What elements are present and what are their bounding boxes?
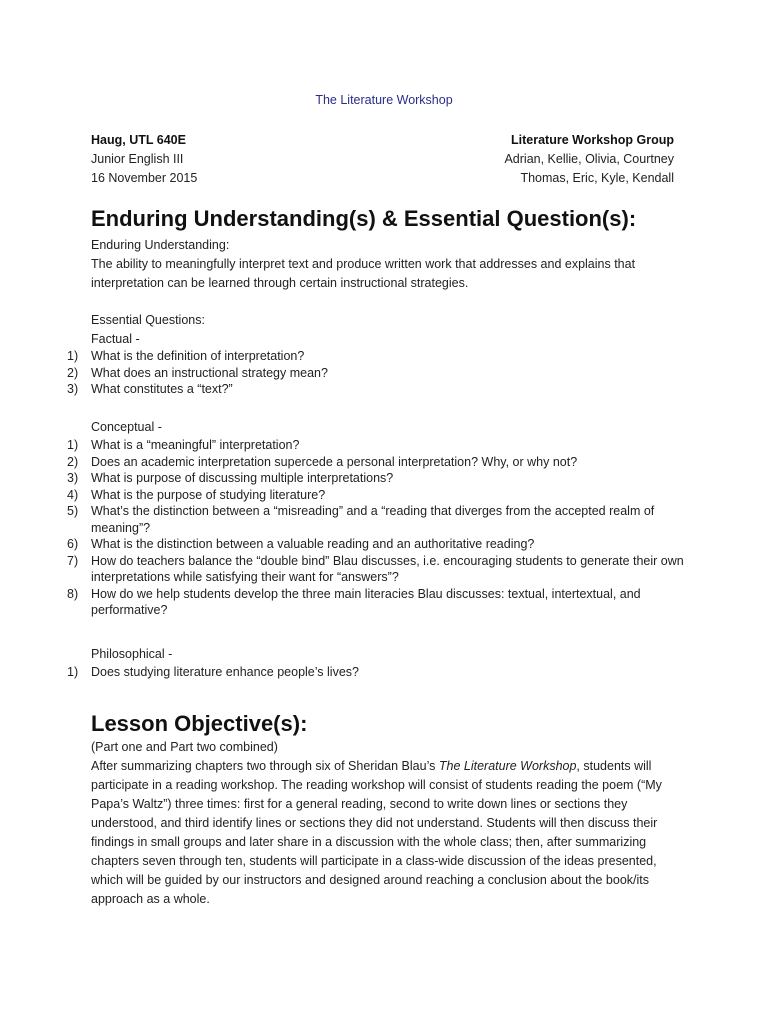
question-text: How do teachers balance the “double bind” Blau discusses, i.e. encouraging students to generate their own interpretations while satisfying their want for “answers”? [91, 553, 684, 584]
objectives-block [91, 738, 691, 909]
list-number: 3) [67, 471, 79, 485]
list-number: 2) [67, 454, 79, 469]
eq-label: Essential Questions: [91, 313, 205, 327]
enduring-understanding-block [91, 236, 691, 293]
section-heading-objectives: Lesson Objective(s): [91, 711, 308, 736]
philosophical-questions-list [67, 664, 691, 681]
list-number: 4) [67, 487, 79, 502]
class-name: Junior English III [91, 152, 184, 166]
document-date: 16 November 2015 [91, 171, 198, 185]
document-title: The Literature Workshop [315, 93, 453, 107]
list-number: 5) [67, 504, 79, 518]
header-left [91, 131, 197, 188]
question-text: What does an instructional strategy mean? [91, 365, 328, 380]
question-text: What is the purpose of studying literature? [91, 487, 326, 502]
factual-question [67, 365, 691, 382]
question-text: What’s the distinction between a “misreading” and a “reading that diverges from the accepted realm of meaning”? [91, 504, 655, 535]
objectives-text-before: After summarizing chapters two through six of Sheridan Blau’s [91, 759, 439, 773]
question-text: How do we help students develop the three main literacies Blau discusses: textual, intertextual, and performative? [91, 586, 641, 617]
essential-questions-block [91, 311, 691, 349]
factual-question [67, 381, 691, 398]
philosophical-label: Philosophical - [91, 647, 173, 661]
question-text: What constitutes a “text?” [91, 382, 233, 396]
conceptual-label-block [91, 418, 691, 437]
conceptual-question [67, 454, 691, 471]
list-number: 2) [67, 365, 79, 380]
objectives-text [91, 757, 691, 909]
group-name: Literature Workshop Group [511, 133, 674, 147]
list-number: 7) [67, 553, 79, 568]
list-number: 6) [67, 537, 79, 551]
objectives-note: (Part one and Part two combined) [91, 740, 278, 754]
conceptual-question [67, 470, 691, 487]
conceptual-label: Conceptual - [91, 420, 162, 434]
list-number: 3) [67, 382, 79, 396]
question-text: What is the definition of interpretation? [91, 349, 305, 363]
section-heading-understanding: Enduring Understanding(s) & Essential Question(s): [91, 206, 637, 231]
header-right [504, 131, 674, 188]
list-number: 1) [67, 438, 79, 452]
conceptual-question [67, 437, 691, 454]
objectives-text-after: , students will participate in a reading workshop. The reading workshop will consist of students reading the poem (“My Papa’s Waltz”) three times: first for a general reading, second to write down lines or sections they understood, and third identify lines or sections they did not understand. Students will then discuss their findings in small groups and later share in a discussion with the whole class; then, after summarizing chapters seven through ten, students will participate in a class-wide discussion of the ideas presented, which will be guided by our instructors and designed around reaching a conclusion about the book/its approach as a whole. [91, 759, 662, 906]
factual-questions-list [67, 348, 691, 398]
question-text: Does an academic interpretation supercede a personal interpretation? Why, or why not? [91, 454, 578, 469]
conceptual-question [67, 487, 691, 504]
conceptual-questions-list [67, 437, 691, 619]
conceptual-question [67, 503, 691, 536]
eu-label: Enduring Understanding: [91, 238, 230, 252]
book-title: The Literature Workshop [438, 759, 577, 773]
list-number: 8) [67, 586, 79, 601]
eu-text: The ability to meaningfully interpret text and produce written work that addresses and explains that interpretation can be learned through certain instructional strategies. [91, 257, 636, 290]
list-number: 1) [67, 665, 79, 679]
philosophical-question [67, 664, 691, 681]
factual-label: Factual - [91, 332, 140, 346]
philosophical-label-block [91, 645, 691, 664]
factual-question [67, 348, 691, 365]
conceptual-question [67, 586, 691, 619]
course-code: Haug, UTL 640E [91, 133, 186, 147]
conceptual-question [67, 536, 691, 553]
group-members-2: Thomas, Eric, Kyle, Kendall [520, 171, 674, 185]
list-number: 1) [67, 349, 79, 363]
question-text: Does studying literature enhance people’s lives? [91, 665, 359, 679]
group-members-1: Adrian, Kellie, Olivia, Courtney [504, 152, 674, 166]
question-text: What is the distinction between a valuable reading and an authoritative reading? [91, 537, 535, 551]
question-text: What is a “meaningful” interpretation? [91, 438, 300, 452]
conceptual-question [67, 553, 691, 586]
question-text: What is purpose of discussing multiple interpretations? [91, 471, 394, 485]
